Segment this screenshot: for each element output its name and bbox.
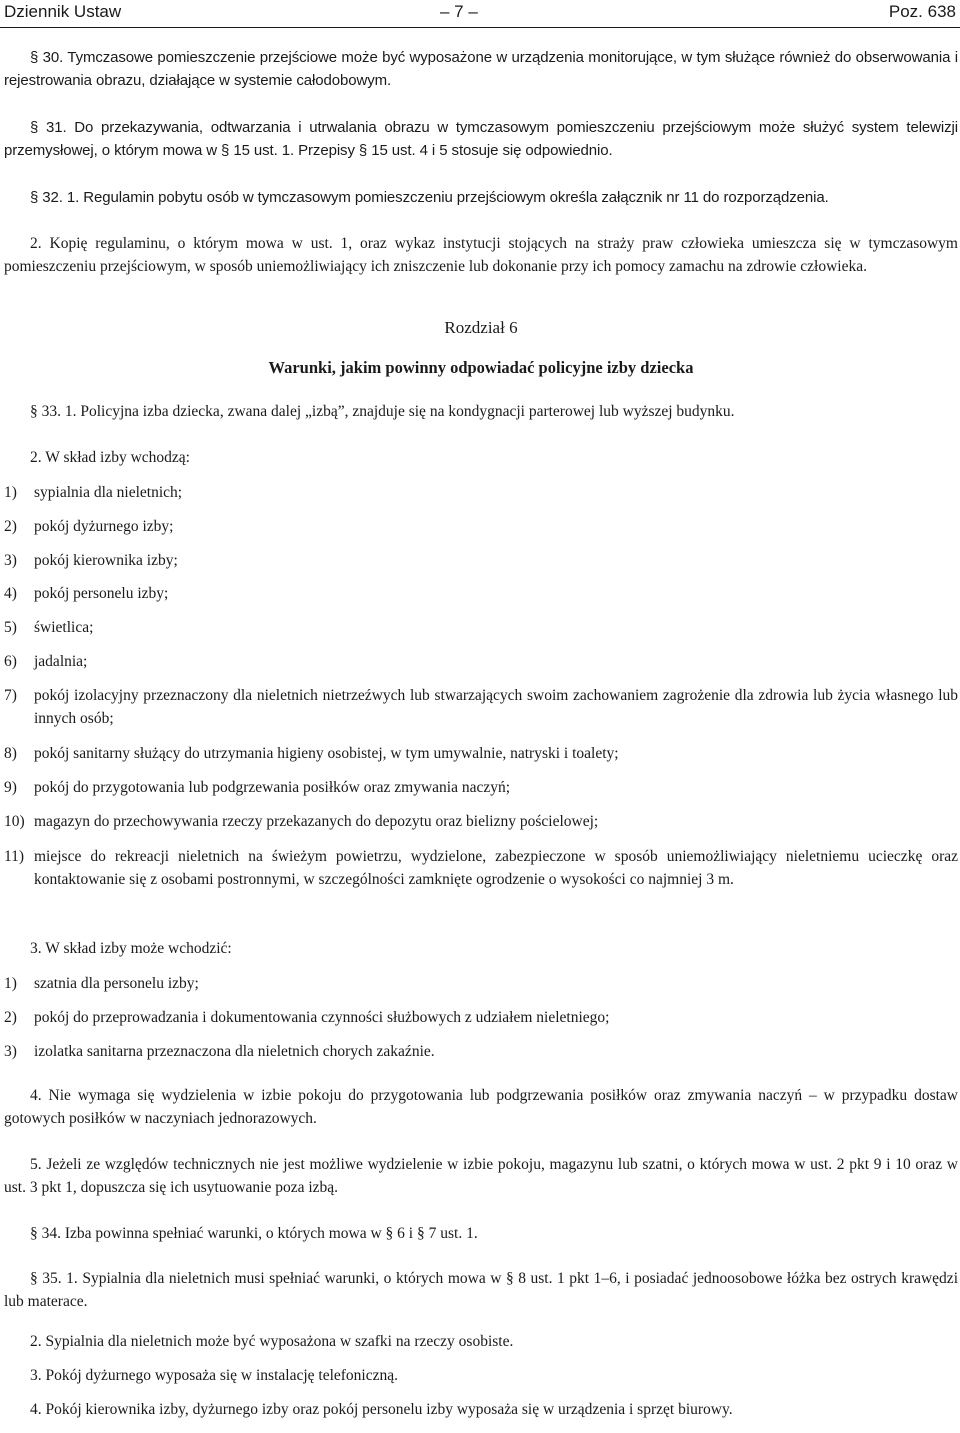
paragraph-30: § 30. Tymczasowe pomieszczenie przejściowe może być wyposażone w urządzenia monitorujące, w tym służące również do obserwowania i rejestrowania obrazu, działające w systemie całodobowym.: [4, 49, 958, 89]
list-item: [4, 515, 958, 538]
page-header: [0, 0, 960, 32]
list-item-number: 8): [4, 745, 17, 762]
page-number: – 7 –: [440, 2, 478, 21]
list-item-number: 1): [4, 975, 17, 992]
paragraph-33-3: 3. W skład izby może wchodzić:: [30, 940, 232, 957]
list-item: [4, 1006, 958, 1029]
list-item-number: 4): [4, 585, 17, 602]
list-item: [4, 582, 958, 605]
list-item: [4, 616, 958, 639]
list-item-text: świetlica;: [34, 619, 94, 636]
list-item: [4, 845, 958, 891]
list-item: [4, 742, 958, 765]
list-item: [4, 810, 958, 833]
paragraph-34: § 34. Izba powinna spełniać warunki, o których mowa w § 6 i § 7 ust. 1.: [30, 1225, 478, 1242]
chapter-title: Warunki, jakim powinny odpowiadać policyjne izby dziecka: [268, 358, 694, 377]
list-item-number: 9): [4, 779, 17, 796]
list-item-number: 11): [4, 848, 25, 865]
paragraph-33-5: 5. Jeżeli ze względów technicznych nie jest możliwe wydzielenie w izbie pokoju, magazynu lub szatni, o których mowa w ust. 2 pkt 9 i 10 oraz w ust. 3 pkt 1, dopuszcza się ich usytuowanie poza izbą.: [4, 1156, 958, 1196]
list-item: [4, 684, 958, 730]
paragraph-35-1: § 35. 1. Sypialnia dla nieletnich musi spełniać warunki, o których mowa w § 8 ust. 1 pkt 1–6, i posiadać jednoosobowe łóżka bez ostrych krawędzi lub materace.: [4, 1270, 958, 1310]
paragraph-33-4: 4. Nie wymaga się wydzielenia w izbie pokoju do przygotowania lub podgrzewania posiłków oraz zmywania naczyń – w przypadku dostaw gotowych posiłków w naczyniach jednorazowych.: [4, 1087, 958, 1127]
list-item-text: magazyn do przechowywania rzeczy przekazanych do depozytu oraz bielizny pościelowej;: [34, 813, 599, 830]
list-item: [4, 972, 958, 995]
list-item-number: 2): [4, 518, 17, 535]
list-item: [4, 481, 958, 504]
list-item-number: 7): [4, 687, 17, 704]
list-item: [4, 650, 958, 673]
journal-name: Dziennik Ustaw: [4, 2, 122, 21]
list-item-number: 2): [4, 1009, 17, 1026]
list-item-text: pokój sanitarny służący do utrzymania higieny osobistej, w tym umywalnie, natryski i toalety;: [34, 745, 619, 762]
list-item-text: pokój personelu izby;: [34, 585, 169, 602]
list-item-text: jadalnia;: [34, 653, 88, 670]
list-item-text: pokój do przeprowadzania i dokumentowania czynności służbowych z udziałem nieletniego;: [34, 1009, 610, 1026]
header-rule: [0, 27, 960, 28]
paragraph-32-2: 2. Kopię regulaminu, o którym mowa w ust. 1, oraz wykaz instytucji stojących na straży praw człowieka umieszcza się w tymczasowym pomieszczeniu przejściowym, w sposób uniemożliwiający ich zniszczenie lub dokonanie przy ich pomocy zamachu na zdrowie człowieka.: [4, 235, 958, 275]
list-item-text: pokój kierownika izby;: [34, 552, 178, 569]
list-item: [4, 549, 958, 572]
list-item-number: 3): [4, 552, 17, 569]
paragraph-33-1: § 33. 1. Policyjna izba dziecka, zwana dalej „izbą”, znajduje się na kondygnacji parterowej lub wyższej budynku.: [30, 403, 735, 420]
paragraph-32-1: § 32. 1. Regulamin pobytu osób w tymczasowym pomieszczeniu przejściowym określa załącznik nr 11 do rozporządzenia.: [30, 189, 829, 206]
paragraph-35-2: 2. Sypialnia dla nieletnich może być wyposażona w szafki na rzeczy osobiste.: [30, 1333, 514, 1350]
list-item-text: pokój dyżurnego izby;: [34, 518, 174, 535]
list-item-text: miejsce do rekreacji nieletnich na świeżym powietrzu, wydzielone, zabezpieczone w sposób uniemożliwiający nieletniemu ucieczkę oraz kontaktowanie się z osobami postronnymi, w szczególności zamknięte ogrodzenie o wysokości co najmniej 3 m.: [34, 848, 958, 888]
list-item: [4, 1040, 958, 1063]
chapter-heading: Rozdział 6: [444, 318, 518, 337]
list-item-text: sypialnia dla nieletnich;: [34, 484, 183, 501]
list-item-text: pokój do przygotowania lub podgrzewania posiłków oraz zmywania naczyń;: [34, 779, 511, 796]
paragraph-35-4: 4. Pokój kierownika izby, dyżurnego izby oraz pokój personelu izby wyposaża się w urządzenia i sprzęt biurowy.: [30, 1401, 733, 1418]
list-item-text: pokój izolacyjny przeznaczony dla nieletnich nietrzeźwych lub stwarzających swoim zachowaniem zagrożenie dla zdrowia lub życia własnego lub innych osób;: [34, 687, 958, 727]
paragraph-33-2: 2. W skład izby wchodzą:: [30, 449, 190, 466]
list-item-number: 5): [4, 619, 17, 636]
list-item: [4, 776, 958, 799]
position-number: Poz. 638: [888, 2, 956, 21]
list-item-text: izolatka sanitarna przeznaczona dla nieletnich chorych zakaźnie.: [34, 1043, 435, 1060]
list-item-text: szatnia dla personelu izby;: [34, 975, 199, 992]
list-item-number: 6): [4, 653, 17, 670]
paragraph-31: § 31. Do przekazywania, odtwarzania i utrwalania obrazu w tymczasowym pomieszczeniu przejściowym może służyć system telewizji przemysłowej, o którym mowa w § 15 ust. 1. Przepisy § 15 ust. 4 i 5 stosuje się odpowiednio.: [4, 119, 958, 159]
paragraph-35-3: 3. Pokój dyżurnego wyposaża się w instalację telefoniczną.: [30, 1367, 399, 1384]
list-item-number: 3): [4, 1043, 17, 1060]
list-item-number: 1): [4, 484, 17, 501]
list-item-number: 10): [4, 813, 25, 830]
